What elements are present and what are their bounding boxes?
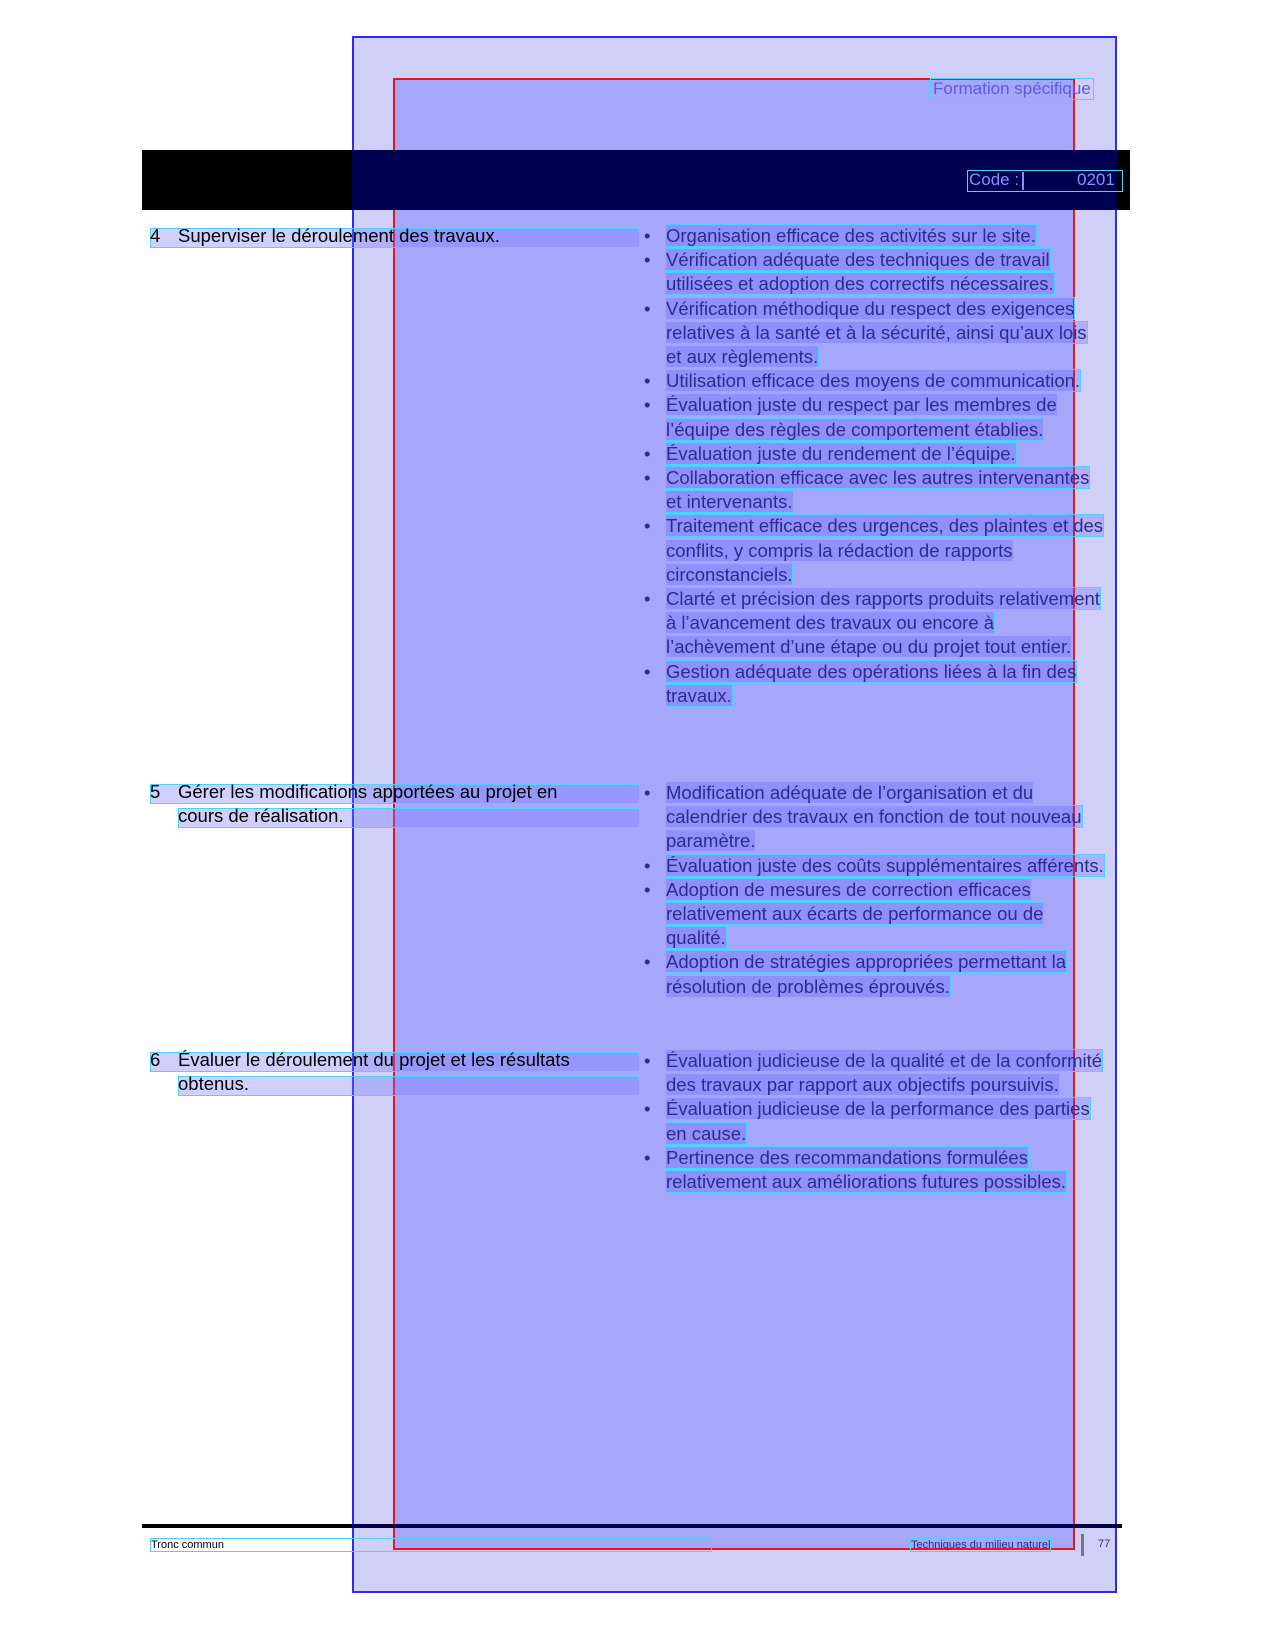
bullet-icon: • bbox=[644, 1050, 651, 1071]
bullet-icon: • bbox=[644, 225, 651, 246]
criterion-text: Vérification méthodique du respect des exigences relatives à la santé et à la sécurité, ainsi qu’aux lois et aux règlements. bbox=[666, 297, 1087, 368]
criterion-item bbox=[642, 1146, 1106, 1194]
criterion-item bbox=[642, 393, 1106, 441]
bullet-icon: • bbox=[644, 878, 651, 900]
criterion-text: Gestion adéquate des opérations liées à la fin des travaux. bbox=[666, 660, 1077, 706]
criterion-item bbox=[642, 369, 1106, 393]
competency-element bbox=[150, 224, 500, 248]
criterion-text: Collaboration efficace avec les autres intervenantes et intervenants. bbox=[666, 467, 1090, 513]
bullet-icon: • bbox=[644, 467, 651, 489]
element-text: Évaluer le déroulement du projet et les résultats bbox=[178, 1049, 570, 1070]
bullet-icon: • bbox=[644, 515, 651, 537]
criterion-item bbox=[642, 224, 1106, 248]
bullet-icon: • bbox=[644, 394, 651, 416]
code-label: Code : bbox=[969, 170, 1020, 189]
criterion-item bbox=[642, 660, 1106, 708]
running-title: Formation spécifique bbox=[930, 78, 1094, 100]
criterion-item bbox=[642, 950, 1106, 998]
element-number: 6 bbox=[150, 1049, 161, 1070]
element-text: Gérer les modifications apportées au projet en bbox=[178, 781, 558, 802]
footer-divider bbox=[1081, 1534, 1084, 1556]
competency-element bbox=[150, 780, 557, 804]
criterion-text: Vérification adéquate des techniques de travail utilisées et adoption des correctifs nécessaires. bbox=[666, 249, 1054, 295]
criterion-text: Évaluation juste du rendement de l’équipe. bbox=[666, 442, 1016, 464]
criterion-text: Traitement efficace des urgences, des plaintes et des conflits, y compris la rédaction de rapports circonstanciels. bbox=[666, 515, 1104, 585]
criterion-text: Pertinence des recommandations formulées relativement aux améliorations futures possibles. bbox=[666, 1146, 1066, 1193]
criterion-text: Évaluation judicieuse de la qualité et de la conformité des travaux par rapport aux objectifs poursuivis. bbox=[666, 1050, 1103, 1096]
criterion-text: Utilisation efficace des moyens de communication. bbox=[666, 370, 1081, 392]
criterion-text: Évaluation juste des coûts supplémentaires afférents. bbox=[666, 854, 1104, 876]
bullet-icon: • bbox=[644, 442, 651, 464]
criterion-item bbox=[642, 466, 1106, 514]
criterion-item bbox=[642, 442, 1106, 466]
criteria-list bbox=[642, 224, 1106, 708]
bullet-icon: • bbox=[644, 249, 651, 271]
criterion-item bbox=[642, 781, 1106, 854]
element-number: 5 bbox=[150, 781, 161, 802]
element-text: Superviser le déroulement des travaux. bbox=[178, 225, 500, 246]
criterion-item bbox=[642, 1097, 1106, 1145]
criterion-text: Modification adéquate de l’organisation et du calendrier des travaux en fonction de tout nouveau paramètre. bbox=[666, 782, 1082, 852]
criteria-list bbox=[642, 781, 1106, 999]
bullet-icon: • bbox=[644, 854, 651, 876]
bullet-icon: • bbox=[644, 782, 651, 803]
footer-program-name: Techniques du milieu naturel bbox=[911, 1539, 1051, 1551]
bullet-icon: • bbox=[644, 1146, 651, 1168]
criterion-text: Évaluation judicieuse de la performance des parties en cause. bbox=[666, 1098, 1090, 1144]
criterion-item bbox=[642, 854, 1106, 878]
code-number: 0201 bbox=[1077, 170, 1115, 189]
criteria-list bbox=[642, 1049, 1106, 1194]
bullet-icon: • bbox=[644, 588, 651, 610]
bullet-icon: • bbox=[644, 660, 651, 682]
criterion-text: Adoption de stratégies appropriées permettant la résolution de problèmes éprouvés. bbox=[666, 951, 1067, 997]
criterion-item bbox=[642, 248, 1106, 296]
element-number: 4 bbox=[150, 225, 161, 246]
criterion-item bbox=[642, 1049, 1106, 1097]
criterion-text: Organisation efficace des activités sur le site. bbox=[666, 225, 1036, 246]
bullet-icon: • bbox=[644, 370, 651, 392]
criterion-text: Évaluation juste du respect par les membres de l’équipe des règles de comportement établies. bbox=[666, 394, 1057, 440]
criterion-item bbox=[642, 514, 1106, 587]
bullet-icon: • bbox=[644, 1098, 651, 1120]
competency-element bbox=[150, 1048, 570, 1072]
criterion-item bbox=[642, 587, 1106, 660]
page-number: 77 bbox=[1098, 1538, 1111, 1550]
bullet-icon: • bbox=[644, 297, 651, 319]
footer-left-text: Tronc commun bbox=[150, 1538, 712, 1552]
element-text-continued: cours de réalisation. bbox=[178, 805, 344, 826]
criterion-item bbox=[642, 297, 1106, 370]
element-text-continued: obtenus. bbox=[178, 1073, 249, 1094]
bullet-icon: • bbox=[644, 951, 651, 973]
criterion-text: Adoption de mesures de correction efficaces relativement aux écarts de performance ou de qualité. bbox=[666, 878, 1044, 949]
footer-rule-overlay bbox=[352, 1524, 1117, 1528]
criterion-item bbox=[642, 878, 1106, 951]
criterion-text: Clarté et précision des rapports produits relativement à l’avancement des travaux ou encore à l’achèvement d’une étape ou du projet tout entier. bbox=[666, 588, 1100, 658]
code-separator bbox=[1022, 172, 1024, 190]
